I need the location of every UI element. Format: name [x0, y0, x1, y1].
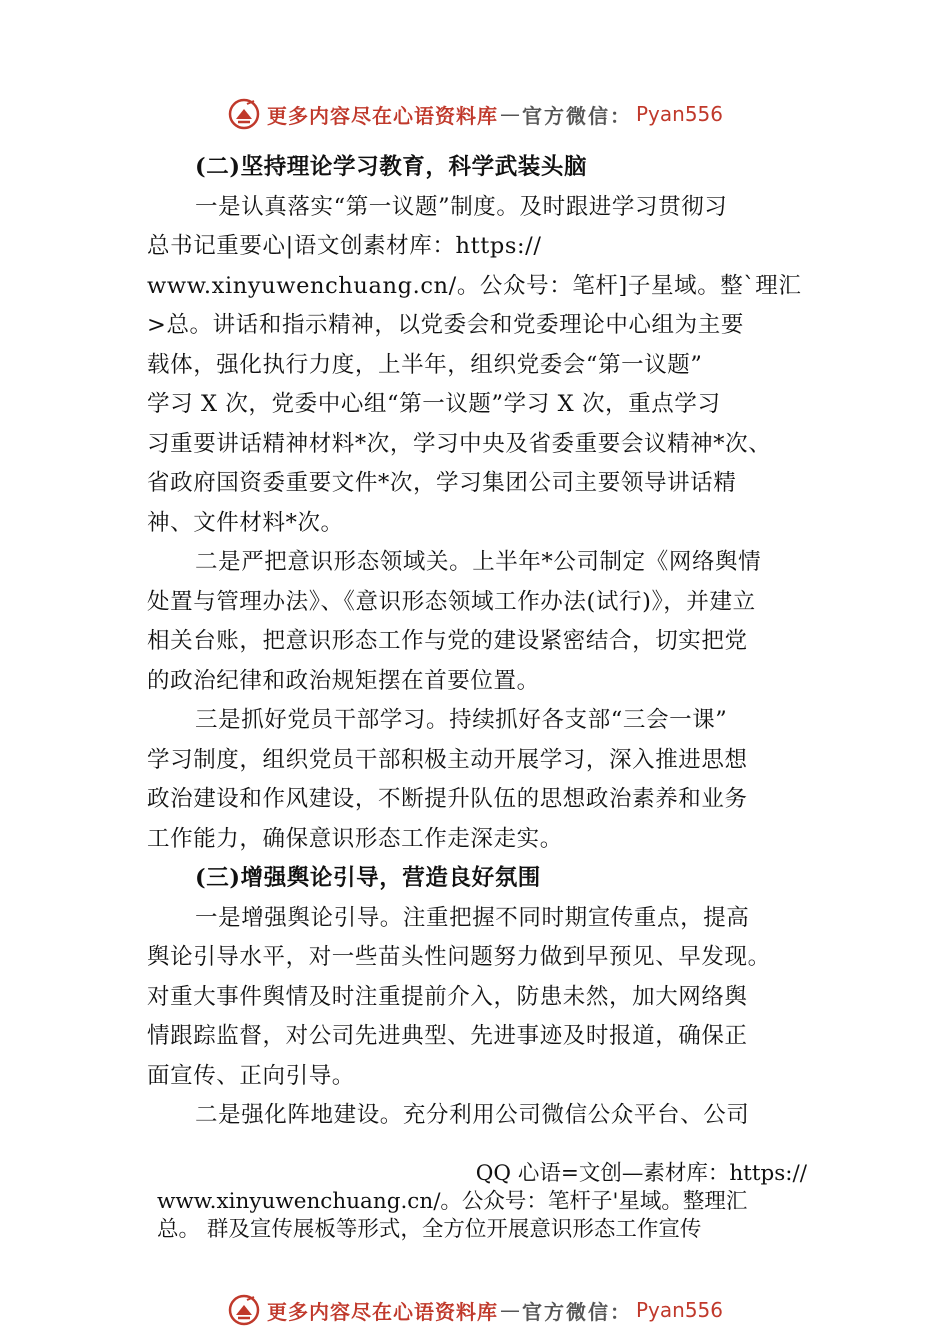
paragraph-line: 的政治纪律和政治规矩摆在首要位置。 — [147, 667, 540, 694]
paragraph-line: 对重大事件舆情及时注重提前介入，防患未然，加大网络舆 — [147, 983, 748, 1010]
banner-official: 官方微信： — [521, 1299, 632, 1324]
paragraph-line: 三是抓好党员干部学习。持续抓好各支部“三会一课” — [195, 707, 728, 733]
banner-brand: 更多内容尽在心语资料库 — [266, 1299, 498, 1324]
book-logo-icon — [227, 1293, 261, 1327]
paragraph-line: 政治建设和作风建设，不断提升队伍的思想政治素养和业务 — [147, 786, 748, 812]
paragraph-line: 一是认真落实“第一议题”制度。及时跟进学习贯彻习 — [195, 193, 728, 220]
paragraph-line: 工作能力，确保意识形态工作走深走实。 — [147, 825, 563, 852]
paragraph-line: 处置与管理办法》、《意识形态领域工作办法(试行)》，并建立 — [147, 588, 756, 615]
paragraph-line: 相关台账，把意识形态工作与党的建设紧密结合，切实把党 — [147, 628, 748, 654]
section-heading-3: (三)增强舆论引导，营造良好氛围 — [195, 865, 541, 891]
section-heading-2: (二)坚持理论学习教育，科学武装头脑 — [195, 154, 588, 180]
banner-dash: — — [499, 1298, 520, 1322]
source-note — [147, 1160, 807, 1244]
paragraph-line: 总书记重要心|语文创素材库：https:// — [147, 233, 542, 259]
paragraph-line: 二是强化阵地建设。充分利用公司微信公众平台、公司 — [195, 1102, 750, 1128]
source-note-line: www.xinyuwenchuang.cn/。公众号：笔杆子'星域。整理汇 — [157, 1189, 748, 1214]
paragraph-line: 二是严把意识形态领域关。上半年*公司制定《网络舆情 — [195, 549, 762, 575]
banner-wechat-id: Pyan556 — [635, 1298, 723, 1322]
paragraph-line: 学习 X 次，党委中心组“第一议题”学习 X 次，重点学习 — [147, 391, 721, 417]
paragraph-line: 神、文件材料*次。 — [147, 509, 344, 536]
book-logo-icon — [227, 97, 261, 131]
paragraph-line: 习重要讲话精神材料*次，学习中央及省委重要会议精神*次、 — [147, 430, 772, 457]
paragraph-line: 载体，强化执行力度，上半年，组织党委会“第一议题” — [147, 351, 703, 378]
paragraph-line: www.xinyuwenchuang.cn/。公众号：笔杆]子星域。整`理汇 — [147, 272, 802, 299]
paragraph-line: 面宣传、正向引导。 — [147, 1062, 355, 1089]
paragraph-line: >总。讲话和指示精神，以党委会和党委理论中心组为主要 — [147, 312, 744, 338]
header-banner — [0, 94, 950, 134]
paragraph-line: 省政府国资委重要文件*次，学习集团公司主要领导讲话精 — [147, 470, 737, 496]
banner-official: 官方微信： — [521, 103, 632, 128]
banner-dash: — — [499, 102, 520, 126]
source-note-line: 总。 群及宣传展板等形式，全方位开展意识形态工作宣传 — [157, 1217, 702, 1242]
banner-brand: 更多内容尽在心语资料库 — [266, 103, 498, 128]
paragraph-line: 学习制度，组织党员干部积极主动开展学习，深入推进思想 — [147, 746, 748, 773]
paragraph-line: 情跟踪监督，对公司先进典型、先进事迹及时报道，确保正 — [147, 1023, 748, 1049]
source-note-line: QQ 心语=文创—素材库：https:// — [475, 1161, 807, 1186]
document-body — [147, 148, 807, 1136]
paragraph-line: 舆论引导水平，对一些苗头性问题努力做到早预见、早发现。 — [147, 944, 771, 970]
paragraph-line: 一是增强舆论引导。注重把握不同时期宣传重点，提高 — [195, 904, 750, 931]
banner-wechat-id: Pyan556 — [635, 102, 723, 126]
footer-banner — [0, 1290, 950, 1330]
